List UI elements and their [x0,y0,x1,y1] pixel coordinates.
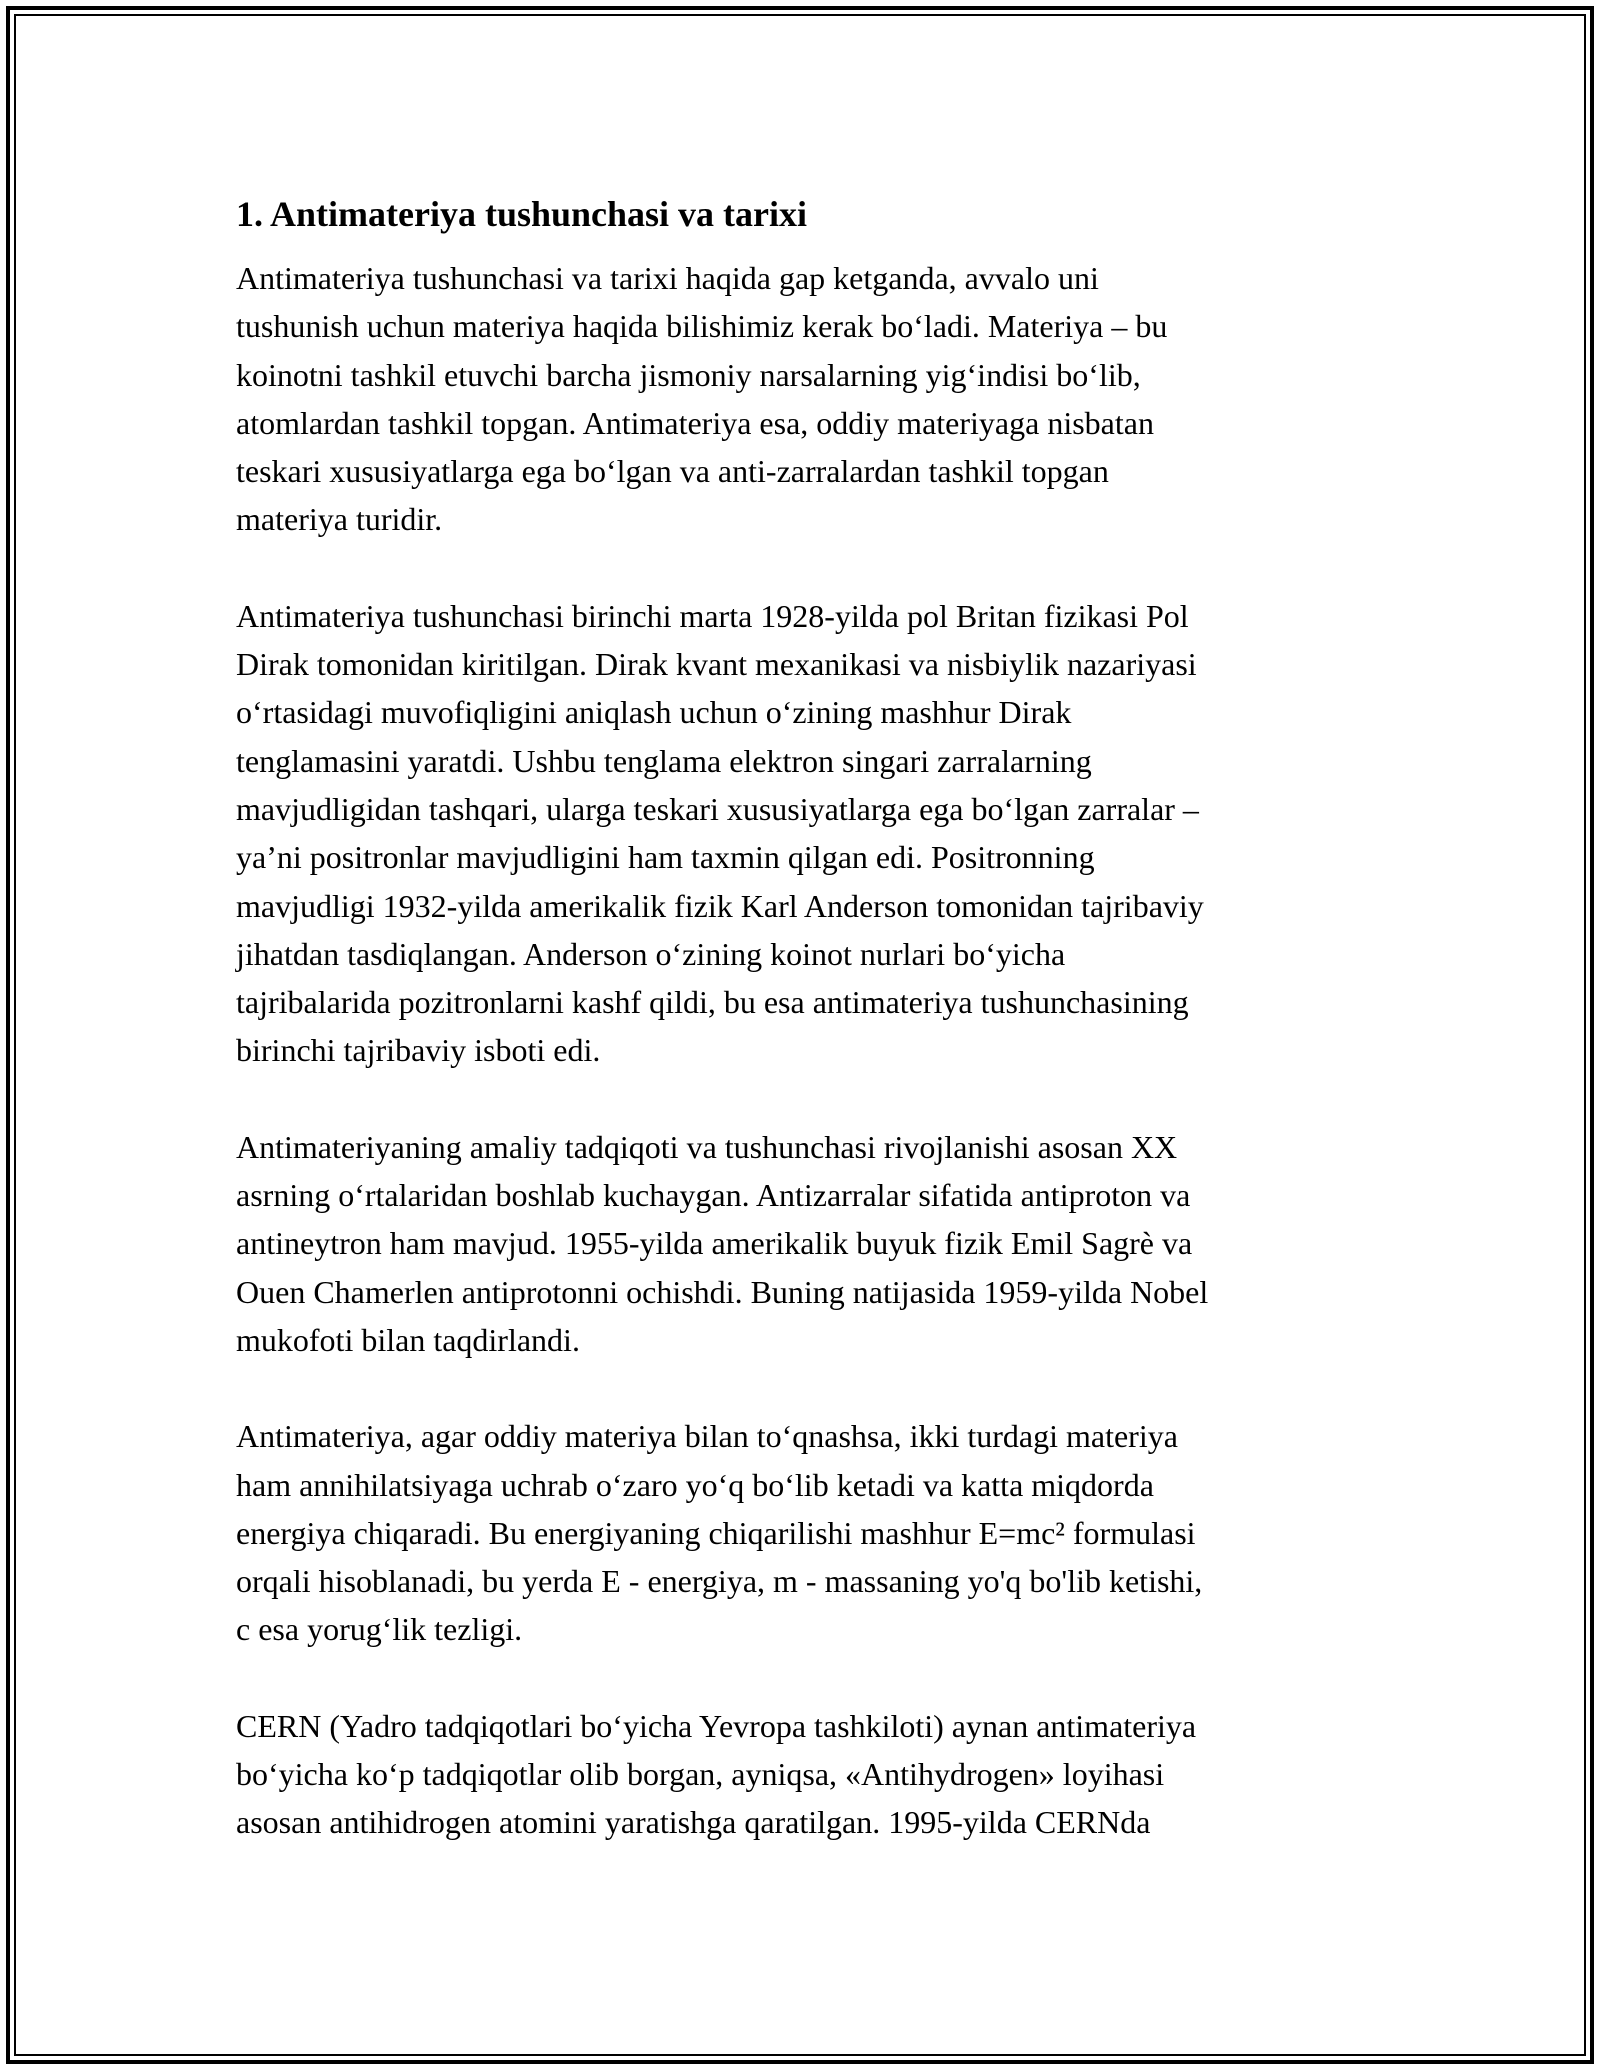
text-line: teskari xususiyatlarga ega bo‘lgan va anti-zarralardan tashkil topgan [236,453,1109,490]
text-line: c esa yorug‘lik tezligi. [236,1611,523,1648]
text-line: Ouen Chamerlen antiprotonni ochishdi. Buning natijasida 1959-yilda Nobel [236,1273,1209,1310]
text-line: o‘rtasidagi muvofiqligini aniqlash uchun o‘zining mashhur Dirak [236,694,1072,731]
text-line: Antimateriyaning amaliy tadqiqoti va tushunchasi rivojlanishi asosan XX [236,1128,1178,1165]
paragraph-2 [236,592,1366,1075]
text-line: Dirak tomonidan kiritilgan. Dirak kvant mexanikasi va nisbiylik nazariyasi [236,646,1197,683]
text-line: birinchi tajribaviy isboti edi. [236,1032,601,1069]
text-line: koinotni tashkil etuvchi barcha jismoniy narsalarning yig‘indisi bo‘lib, [236,356,1141,393]
paragraph-1 [236,254,1366,544]
text-line: Antimateriya, agar oddiy materiya bilan to‘qnashsa, ikki turdagi materiya [236,1418,1178,1455]
text-line: bo‘yicha ko‘p tadqiqotlar olib borgan, ayniqsa, «Antihydrogen» loyihasi [236,1756,1165,1793]
text-line: ya’ni positronlar mavjudligini ham taxmin qilgan edi. Positronning [236,839,1095,876]
text-line: ham annihilatsiyaga uchrab o‘zaro yo‘q bo‘lib ketadi va katta miqdorda [236,1466,1154,1503]
text-line: mavjudligidan tashqari, ularga teskari xususiyatlarga ega bo‘lgan zarralar – [236,790,1199,827]
text-line: energiya chiqaradi. Bu energiyaning chiqarilishi mashhur E=mc² formulasi [236,1514,1196,1551]
text-line: Antimateriya tushunchasi va tarixi haqida gap ketganda, avvalo uni [236,260,1099,296]
document-body [236,188,1366,1895]
text-line: CERN (Yadro tadqiqotlari bo‘yicha Yevropa tashkiloti) aynan antimateriya [236,1707,1197,1744]
paragraph-5 [236,1702,1366,1847]
text-line: atomlardan tashkil topgan. Antimateriya esa, oddiy materiyaga nisbatan [236,404,1154,441]
text-line: mukofoti bilan taqdirlandi. [236,1321,580,1358]
text-line: asosan antihidrogen atomini yaratishga qaratilgan. 1995-yilda CERNda [236,1804,1151,1841]
section-heading: 1. Antimateriya tushunchasi va tarixi [236,194,808,234]
text-line: antineytron ham mavjud. 1955-yilda amerikalik buyuk fizik Emil Sagrè va [236,1225,1193,1262]
text-line: Antimateriya tushunchasi birinchi marta 1928-yilda pol Britan fizikasi Pol [236,597,1189,634]
text-line: jihatdan tasdiqlangan. Anderson o‘zining koinot nurlari bo‘yicha [236,935,1066,972]
paragraph-4 [236,1412,1366,1653]
text-line: orqali hisoblanadi, bu yerda E - energiya, m - massaning yo'q bo'lib ketishi, [236,1563,1203,1600]
text-line: materiya turidir. [236,501,443,538]
text-line: tajribalarida pozitronlarni kashf qildi, bu esa antimateriya tushunchasining [236,984,1189,1021]
text-line: tenglamasini yaratdi. Ushbu tenglama elektron singari zarralarning [236,742,1092,779]
text-line: mavjudligi 1932-yilda amerikalik fizik Karl Anderson tomonidan tajribaviy [236,887,1204,924]
text-line: tushunish uchun materiya haqida bilishimiz kerak bo‘ladi. Materiya – bu [236,308,1168,345]
paragraph-3 [236,1123,1366,1364]
text-line: asrning o‘rtalaridan boshlab kuchaygan. Antizarralar sifatida antiproton va [236,1177,1191,1214]
